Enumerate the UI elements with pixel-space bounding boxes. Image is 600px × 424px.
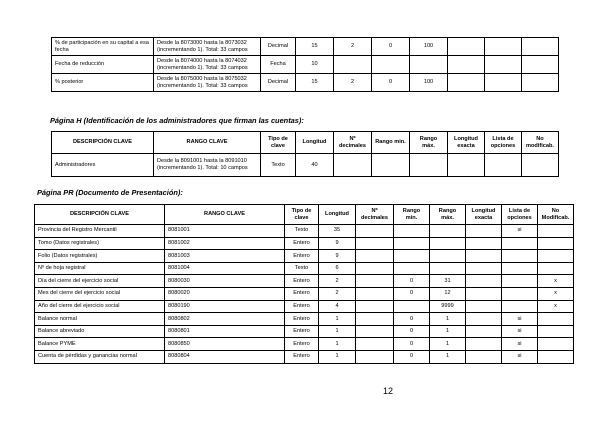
cell-lista [502,250,538,263]
cell-nomod [538,338,574,351]
cell-lista [502,237,538,250]
cell-min [372,56,410,74]
cell-lista [502,287,538,300]
cell-desc: Administradores [52,154,154,177]
cell-decimales [356,275,394,288]
table-row [35,287,574,300]
cell-decimales [356,313,394,326]
cell-min [394,225,430,238]
cell-nomod [538,225,574,238]
cell-lista: si [502,313,538,326]
cell-longitud: 15 [296,74,334,92]
table-row [35,325,574,338]
cell-exacta [466,325,502,338]
cell-tipo: Fecha [261,56,296,74]
cell-decimales [334,56,372,74]
header-desc: DESCRIPCIÓN CLAVE [52,132,154,154]
cell-tipo: Entero [285,338,319,351]
cell-longitud: 9 [319,250,356,263]
cell-tipo: Entero [285,325,319,338]
cell-min [394,262,430,275]
cell-decimales [356,237,394,250]
table-row [35,300,574,313]
cell-rango: Desde la 8075000 hasta la 8075032 (incrementando 1). Total: 33 campos [154,74,261,92]
cell-longitud: 9 [319,237,356,250]
cell-exacta [466,225,502,238]
cell-min: 0 [394,338,430,351]
cell-desc: Día del cierre del ejercicio social [35,275,165,288]
cell-nomod [538,325,574,338]
cell-rango: 8081002 [165,237,285,250]
cell-exacta [466,262,502,275]
cell-min [394,300,430,313]
header-tipo: Tipo de clave [285,205,319,225]
cell-decimales [356,300,394,313]
cell-max [430,237,466,250]
header-nomod: No modificab. [522,132,559,154]
cell-lista: si [502,325,538,338]
cell-rango: 8081004 [165,262,285,275]
cell-desc: Balance normal [35,313,165,326]
header-longitud: Longitud [296,132,334,154]
cell-max [410,56,448,74]
cell-rango: Desde la 8091001 hasta la 8091010 (incrementando 1). Total: 10 campos [154,154,261,177]
cell-desc: Año del cierre del ejercicio social [35,300,165,313]
table-row [52,56,559,74]
cell-nomod: x [538,287,574,300]
cell-decimales [356,225,394,238]
cell-desc: Balance abreviado [35,325,165,338]
cell-exacta [466,287,502,300]
cell-max [410,154,448,177]
cell-desc: % de participación en su capital a esa fecha [52,38,154,56]
table-row [35,250,574,263]
cell-min: 0 [372,74,410,92]
cell-min: 0 [394,325,430,338]
cell-lista [502,275,538,288]
table-row [52,154,559,177]
cell-exacta [466,237,502,250]
cell-min: 0 [394,275,430,288]
cell-max: 1 [430,325,466,338]
section-pr-title: Página PR (Documento de Presentación): [37,188,183,197]
table-row [35,338,574,351]
cell-longitud: 1 [319,350,356,363]
cell-tipo: Texto [285,225,319,238]
cell-rango: Desde la 8074000 hasta la 8074032 (incrementando 1). Total: 33 campos [154,56,261,74]
cell-nomod [522,74,559,92]
header-min: Rango min. [394,205,430,225]
cell-desc: Provincia del Registro Mercantil [35,225,165,238]
cell-lista: si [502,338,538,351]
cell-rango: Desde la 8073000 hasta la 8073032 (incrementando 1). Total: 33 campos [154,38,261,56]
table-row [35,237,574,250]
cell-lista: si [502,225,538,238]
header-nomod: No Modificab. [538,205,574,225]
cell-exacta [466,275,502,288]
header-longitud: Longitud [319,205,356,225]
header-decimales: Nº decimales [334,132,372,154]
cell-desc: % posterior [52,74,154,92]
cell-decimales [356,250,394,263]
cell-tipo: Entero [285,287,319,300]
cell-tipo: Texto [285,262,319,275]
header-min: Rango min. [372,132,410,154]
cell-exacta [448,154,485,177]
cell-min [394,250,430,263]
table-row [35,350,574,363]
cell-decimales [356,338,394,351]
cell-max: 9999 [430,300,466,313]
cell-max: 1 [430,338,466,351]
cell-lista: si [502,350,538,363]
cell-max [430,225,466,238]
cell-desc: Fecha de reducción [52,56,154,74]
cell-longitud: 1 [319,338,356,351]
cell-longitud: 2 [319,275,356,288]
cell-decimales [356,350,394,363]
cell-decimales [356,262,394,275]
table-row [52,74,559,92]
cell-longitud: 35 [319,225,356,238]
cell-desc: Folio (Datos registrales) [35,250,165,263]
table-page-pr [34,204,574,364]
cell-tipo: Entero [285,300,319,313]
cell-rango: 8081001 [165,225,285,238]
cell-desc: Nº de hoja registral [35,262,165,275]
cell-exacta [466,313,502,326]
table-page-h [51,131,559,177]
table-header-row [35,205,574,225]
cell-exacta [448,38,485,56]
cell-decimales [334,154,372,177]
header-max: Rango máx. [430,205,466,225]
cell-longitud: 4 [319,300,356,313]
cell-decimales [356,325,394,338]
cell-exacta [466,300,502,313]
cell-max: 100 [410,38,448,56]
cell-tipo: Decimal [261,74,296,92]
cell-nomod [538,262,574,275]
header-exacta: Longitud exacta [448,132,485,154]
cell-desc: Balance PYME [35,338,165,351]
cell-max [430,250,466,263]
header-decimales: Nº decimales [356,205,394,225]
cell-lista [485,154,522,177]
table-header-row [52,132,559,154]
cell-nomod [538,350,574,363]
cell-rango: 8080190 [165,300,285,313]
cell-rango: 8080020 [165,287,285,300]
header-tipo: Tipo de clave [261,132,296,154]
cell-longitud: 6 [319,262,356,275]
table-row [35,262,574,275]
cell-nomod [522,56,559,74]
cell-max: 1 [430,313,466,326]
cell-min: 0 [394,287,430,300]
cell-tipo: Entero [285,237,319,250]
cell-lista [502,300,538,313]
cell-rango: 8080030 [165,275,285,288]
cell-max [430,262,466,275]
cell-rango: 8080804 [165,350,285,363]
cell-nomod [538,250,574,263]
cell-desc: Cuenta de pérdidas y ganancias normal [35,350,165,363]
header-max: Rango máx. [410,132,448,154]
header-rango: RANGO CLAVE [154,132,261,154]
table-row [35,275,574,288]
page-number: 12 [383,386,394,396]
cell-lista [485,38,522,56]
cell-longitud: 10 [296,56,334,74]
cell-exacta [466,250,502,263]
cell-lista [502,262,538,275]
cell-decimales: 2 [334,38,372,56]
cell-nomod: x [538,300,574,313]
cell-decimales: 2 [334,74,372,92]
cell-nomod [522,38,559,56]
cell-rango: 8080802 [165,313,285,326]
cell-tipo: Decimal [261,38,296,56]
cell-decimales [356,287,394,300]
header-exacta: Longitud exacta [466,205,502,225]
cell-max: 31 [430,275,466,288]
cell-longitud: 1 [319,313,356,326]
cell-rango: 8080850 [165,338,285,351]
table-row [35,313,574,326]
header-lista: Lista de opciones [502,205,538,225]
cell-max: 12 [430,287,466,300]
table-row [52,38,559,56]
cell-longitud: 1 [319,325,356,338]
header-desc: DESCRIPCIÓN CLAVE [35,205,165,225]
cell-exacta [466,350,502,363]
cell-max: 1 [430,350,466,363]
cell-desc: Mes del cierre del ejercicio social [35,287,165,300]
cell-lista [485,56,522,74]
cell-tipo: Entero [285,313,319,326]
cell-min [372,154,410,177]
cell-nomod [538,313,574,326]
section-h-title: Página H (Identificación de los administradores que firman las cuentas): [50,116,304,125]
table-row [35,225,574,238]
cell-lista [485,74,522,92]
cell-longitud: 2 [319,287,356,300]
cell-tipo: Entero [285,350,319,363]
cell-min: 0 [394,350,430,363]
cell-nomod: x [538,275,574,288]
cell-min: 0 [394,313,430,326]
cell-nomod [522,154,559,177]
cell-exacta [448,56,485,74]
cell-desc: Tomo (Datos registrales) [35,237,165,250]
cell-min [394,237,430,250]
cell-rango: 8080801 [165,325,285,338]
cell-max: 100 [410,74,448,92]
cell-longitud: 40 [296,154,334,177]
cell-longitud: 15 [296,38,334,56]
cell-nomod [538,237,574,250]
cell-tipo: Entero [285,275,319,288]
cell-rango: 8081003 [165,250,285,263]
cell-tipo: Texto [261,154,296,177]
cell-tipo: Entero [285,250,319,263]
table-continuation [51,37,559,92]
cell-exacta [448,74,485,92]
cell-exacta [466,338,502,351]
header-lista: Lista de opciones [485,132,522,154]
header-rango: RANGO CLAVE [165,205,285,225]
cell-min: 0 [372,38,410,56]
